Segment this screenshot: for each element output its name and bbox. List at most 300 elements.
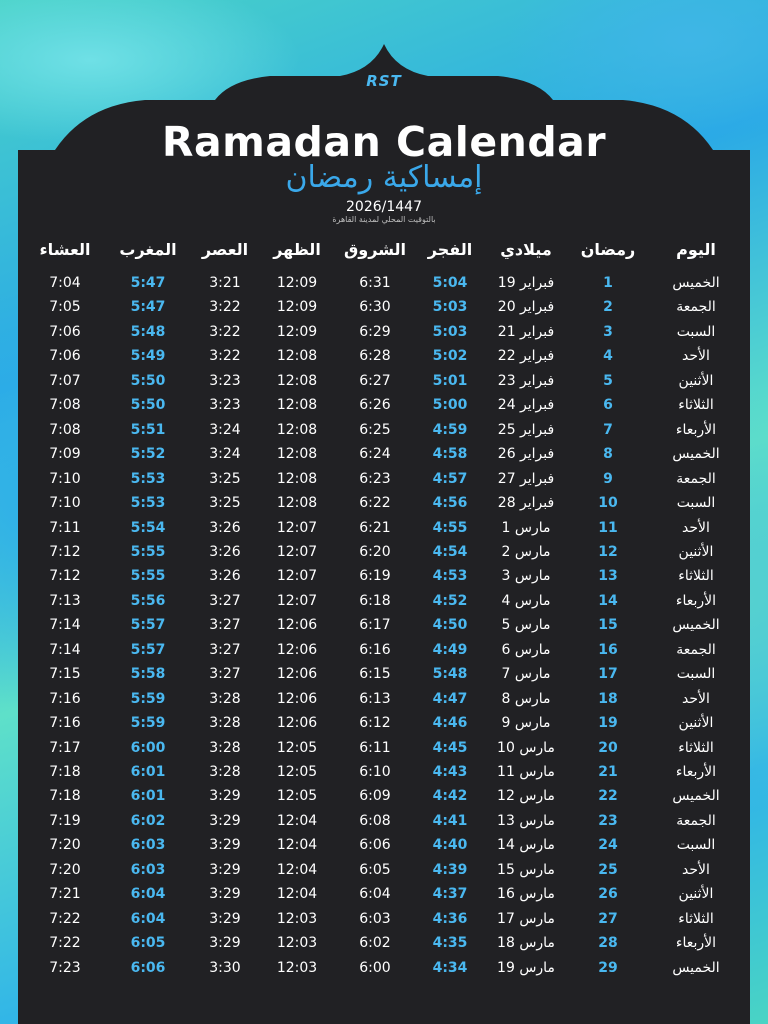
cell-dhuhr: 12:06: [276, 641, 318, 658]
table-row: [0, 589, 768, 613]
cell-isha: 7:09: [49, 446, 81, 463]
cell-dhuhr: 12:05: [276, 764, 318, 780]
cell-maghrib: 5:53: [130, 495, 166, 512]
cell-fajr: 4:49: [432, 641, 468, 658]
cell-isha: 7:12: [49, 543, 81, 560]
cell-ramadan-day: 24: [598, 837, 618, 854]
cell-gregorian-date: 9 مارس: [501, 715, 551, 732]
cell-asr: 3:28: [209, 764, 241, 780]
cell-sunrise: 6:03: [359, 910, 391, 927]
cell-day: الثلاثاء: [678, 568, 714, 585]
cell-isha: 7:21: [49, 886, 81, 903]
cell-gregorian-date: 18 مارس: [497, 935, 555, 952]
cell-day: السبت: [676, 666, 716, 683]
cell-maghrib: 6:02: [130, 812, 166, 829]
cell-dhuhr: 12:08: [276, 397, 318, 414]
cell-maghrib: 6:05: [130, 935, 166, 952]
cell-fajr: 4:55: [432, 519, 468, 536]
table-row: [0, 344, 768, 368]
cell-ramadan-day: 10: [598, 495, 618, 512]
cell-isha: 7:10: [49, 495, 81, 512]
cell-asr: 3:29: [209, 861, 241, 878]
cell-isha: 7:16: [49, 690, 81, 707]
cell-isha: 7:14: [49, 617, 81, 634]
cell-maghrib: 6:01: [130, 788, 166, 805]
cell-maghrib: 5:57: [130, 617, 166, 634]
cell-isha: 7:05: [49, 299, 81, 316]
cell-gregorian-date: 27 فبراير: [497, 470, 555, 487]
cell-isha: 7:06: [49, 348, 81, 365]
table-row: [0, 540, 768, 564]
cell-gregorian-date: 3 مارس: [501, 568, 551, 585]
cell-maghrib: 5:56: [130, 592, 166, 609]
table-row: [0, 442, 768, 466]
cell-asr: 3:28: [209, 690, 241, 707]
cell-dhuhr: 12:04: [276, 886, 318, 903]
cell-day: السبت: [676, 323, 716, 340]
cell-asr: 3:27: [209, 617, 241, 634]
cell-dhuhr: 12:09: [276, 323, 318, 340]
cell-fajr: 4:56: [432, 495, 468, 512]
cell-fajr: 5:04: [432, 275, 468, 291]
cell-isha: 7:17: [49, 739, 81, 756]
cell-gregorian-date: 21 فبراير: [497, 323, 555, 340]
cell-sunrise: 6:00: [359, 959, 391, 976]
cell-maghrib: 6:00: [130, 739, 166, 756]
cell-day: الثلاثاء: [678, 910, 714, 927]
table-row: [0, 711, 768, 735]
cell-fajr: 4:35: [432, 935, 468, 952]
cell-asr: 3:24: [209, 446, 241, 463]
table-row: [0, 516, 768, 540]
cell-dhuhr: 12:04: [276, 812, 318, 829]
cell-day: الخميس: [672, 275, 720, 291]
cell-maghrib: 5:47: [130, 275, 166, 291]
cell-day: السبت: [676, 837, 716, 854]
cell-sunrise: 6:05: [359, 861, 391, 878]
column-header-day: اليوم: [676, 240, 716, 259]
cell-dhuhr: 12:08: [276, 372, 318, 389]
cell-sunrise: 6:08: [359, 812, 391, 829]
cell-ramadan-day: 17: [598, 666, 618, 683]
cell-isha: 7:15: [49, 666, 81, 683]
cell-gregorian-date: 5 مارس: [501, 617, 551, 634]
cell-fajr: 4:47: [432, 690, 468, 707]
cell-isha: 7:23: [49, 959, 81, 976]
cell-asr: 3:27: [209, 641, 241, 658]
table-row: [0, 320, 768, 344]
cell-day: الأثنين: [678, 886, 714, 903]
cell-day: الأربعاء: [675, 421, 717, 438]
cell-maghrib: 5:55: [130, 543, 166, 560]
cell-dhuhr: 12:08: [276, 446, 318, 463]
cell-isha: 7:10: [49, 470, 81, 487]
cell-sunrise: 6:17: [359, 617, 391, 634]
cell-ramadan-day: 14: [598, 592, 618, 609]
cell-ramadan-day: 22: [598, 788, 618, 805]
cell-day: الأربعاء: [675, 935, 717, 952]
cell-sunrise: 6:16: [359, 641, 391, 658]
cell-ramadan-day: 27: [598, 910, 618, 927]
cell-gregorian-date: 11 مارس: [497, 764, 555, 780]
cell-day: الأثنين: [678, 715, 714, 732]
cell-maghrib: 5:59: [130, 715, 166, 732]
cell-gregorian-date: 2 مارس: [501, 543, 551, 560]
cell-sunrise: 6:19: [359, 568, 391, 585]
cell-asr: 3:30: [209, 959, 241, 976]
cell-gregorian-date: 10 مارس: [497, 739, 555, 756]
cell-fajr: 4:50: [432, 617, 468, 634]
cell-asr: 3:27: [209, 666, 241, 683]
year-label: 2026/1447: [346, 199, 422, 215]
column-header-fajr: الفجر: [427, 240, 473, 259]
cell-asr: 3:29: [209, 910, 241, 927]
cell-gregorian-date: 26 فبراير: [497, 446, 555, 463]
cell-fajr: 4:41: [432, 812, 468, 829]
cell-isha: 7:11: [49, 519, 81, 536]
cell-dhuhr: 12:08: [276, 495, 318, 512]
cell-gregorian-date: 6 مارس: [501, 641, 551, 658]
cell-gregorian-date: 7 مارس: [501, 666, 551, 683]
cell-fajr: 4:54: [432, 543, 468, 560]
cell-maghrib: 5:55: [130, 568, 166, 585]
table-row: [0, 638, 768, 662]
cell-ramadan-day: 21: [598, 764, 618, 780]
cell-sunrise: 6:30: [359, 299, 391, 316]
cell-ramadan-day: 23: [598, 812, 618, 829]
cell-day: الأحد: [682, 690, 710, 707]
cell-ramadan-day: 11: [598, 519, 618, 536]
table-row: [0, 809, 768, 833]
table-row: [0, 662, 768, 686]
cell-fajr: 5:48: [432, 666, 468, 683]
cell-day: الأحد: [682, 519, 710, 536]
cell-asr: 3:26: [209, 543, 241, 560]
cell-day: الخميس: [672, 788, 720, 805]
cell-sunrise: 6:13: [359, 690, 391, 707]
cell-asr: 3:29: [209, 886, 241, 903]
cell-fajr: 4:58: [432, 446, 468, 463]
cell-asr: 3:28: [209, 739, 241, 756]
cell-asr: 3:29: [209, 837, 241, 854]
cell-fajr: 5:01: [432, 372, 468, 389]
cell-asr: 3:27: [209, 592, 241, 609]
cell-ramadan-day: 18: [598, 690, 618, 707]
cell-maghrib: 5:52: [130, 446, 166, 463]
cell-sunrise: 6:09: [359, 788, 391, 805]
cell-ramadan-day: 2: [603, 299, 613, 316]
cell-ramadan-day: 13: [598, 568, 618, 585]
cell-isha: 7:19: [49, 812, 81, 829]
table-row: [0, 760, 768, 784]
cell-asr: 3:22: [209, 323, 241, 340]
cell-dhuhr: 12:07: [276, 568, 318, 585]
cell-dhuhr: 12:06: [276, 617, 318, 634]
cell-gregorian-date: 16 مارس: [497, 886, 555, 903]
cell-ramadan-day: 26: [598, 886, 618, 903]
column-header-gregorian-date: ميلادي: [500, 240, 552, 259]
table-row: [0, 418, 768, 442]
cell-dhuhr: 12:08: [276, 421, 318, 438]
cell-fajr: 4:59: [432, 421, 468, 438]
cell-sunrise: 6:02: [359, 935, 391, 952]
brand-logo: RST: [366, 72, 402, 90]
cell-sunrise: 6:12: [359, 715, 391, 732]
cell-ramadan-day: 6: [603, 397, 613, 414]
table-row: [0, 784, 768, 808]
cell-asr: 3:22: [209, 299, 241, 316]
cell-gregorian-date: 8 مارس: [501, 690, 551, 707]
cell-asr: 3:21: [209, 275, 241, 291]
cell-maghrib: 5:53: [130, 470, 166, 487]
cell-day: السبت: [676, 495, 716, 512]
cell-fajr: 5:03: [432, 299, 468, 316]
cell-isha: 7:18: [49, 764, 81, 780]
cell-fajr: 5:02: [432, 348, 468, 365]
cell-dhuhr: 12:03: [276, 935, 318, 952]
cell-sunrise: 6:23: [359, 470, 391, 487]
cell-fajr: 4:36: [432, 910, 468, 927]
cell-gregorian-date: 19 فبراير: [497, 275, 555, 291]
cell-sunrise: 6:31: [359, 275, 391, 291]
cell-maghrib: 5:50: [130, 372, 166, 389]
cell-ramadan-day: 12: [598, 543, 618, 560]
cell-asr: 3:26: [209, 568, 241, 585]
cell-isha: 7:20: [49, 861, 81, 878]
cell-day: الخميس: [672, 617, 720, 634]
cell-maghrib: 5:54: [130, 519, 166, 536]
table-row: [0, 833, 768, 857]
cell-dhuhr: 12:05: [276, 788, 318, 805]
cell-ramadan-day: 20: [598, 739, 618, 756]
cell-day: الجمعة: [676, 470, 716, 487]
cell-gregorian-date: 14 مارس: [497, 837, 555, 854]
cell-fajr: 4:43: [432, 764, 468, 780]
cell-sunrise: 6:25: [359, 421, 391, 438]
cell-fajr: 5:00: [432, 397, 468, 414]
cell-asr: 3:22: [209, 348, 241, 365]
table-row: [0, 467, 768, 491]
cell-ramadan-day: 25: [598, 861, 618, 878]
cell-dhuhr: 12:06: [276, 666, 318, 683]
cell-day: الثلاثاء: [678, 739, 714, 756]
cell-sunrise: 6:18: [359, 592, 391, 609]
cell-ramadan-day: 8: [603, 446, 613, 463]
cell-isha: 7:07: [49, 372, 81, 389]
cell-isha: 7:08: [49, 397, 81, 414]
cell-day: الأثنين: [678, 372, 714, 389]
cell-gregorian-date: 20 فبراير: [497, 299, 555, 316]
cell-day: الأربعاء: [675, 764, 717, 780]
cell-dhuhr: 12:08: [276, 348, 318, 365]
cell-fajr: 4:52: [432, 592, 468, 609]
cell-asr: 3:25: [209, 470, 241, 487]
cell-dhuhr: 12:07: [276, 543, 318, 560]
table-row: [0, 369, 768, 393]
cell-day: الثلاثاء: [678, 397, 714, 414]
cell-isha: 7:16: [49, 715, 81, 732]
cell-fajr: 4:37: [432, 886, 468, 903]
table-row: [0, 931, 768, 955]
cell-maghrib: 6:06: [130, 959, 166, 976]
cell-day: الخميس: [672, 959, 720, 976]
cell-maghrib: 5:59: [130, 690, 166, 707]
table-row: [0, 491, 768, 515]
cell-maghrib: 5:50: [130, 397, 166, 414]
cell-ramadan-day: 4: [603, 348, 613, 365]
cell-asr: 3:29: [209, 812, 241, 829]
cell-asr: 3:29: [209, 788, 241, 805]
cell-isha: 7:14: [49, 641, 81, 658]
cell-asr: 3:29: [209, 935, 241, 952]
cell-isha: 7:08: [49, 421, 81, 438]
cell-sunrise: 6:26: [359, 397, 391, 414]
column-header-isha: العشاء: [39, 240, 91, 259]
cell-gregorian-date: 1 مارس: [501, 519, 551, 536]
cell-dhuhr: 12:06: [276, 690, 318, 707]
cell-fajr: 4:34: [432, 959, 468, 976]
table-row: [0, 907, 768, 931]
column-header-sunrise: الشروق: [344, 240, 406, 259]
cell-asr: 3:23: [209, 372, 241, 389]
cell-dhuhr: 12:03: [276, 910, 318, 927]
cell-isha: 7:06: [49, 323, 81, 340]
cell-day: الجمعة: [676, 812, 716, 829]
cell-dhuhr: 12:08: [276, 470, 318, 487]
cell-ramadan-day: 29: [598, 959, 618, 976]
cell-asr: 3:26: [209, 519, 241, 536]
cell-fajr: 4:39: [432, 861, 468, 878]
cell-maghrib: 6:04: [130, 886, 166, 903]
subtitle: بالتوقيت المحلي لمدينة القاهرة: [332, 215, 436, 224]
cell-ramadan-day: 5: [603, 372, 613, 389]
column-header-maghrib: المغرب: [119, 240, 177, 259]
cell-sunrise: 6:20: [359, 543, 391, 560]
cell-day: الأحد: [682, 348, 710, 365]
cell-maghrib: 6:03: [130, 861, 166, 878]
table-row: [0, 687, 768, 711]
cell-isha: 7:18: [49, 788, 81, 805]
cell-isha: 7:12: [49, 568, 81, 585]
cell-dhuhr: 12:04: [276, 837, 318, 854]
cell-day: الأثنين: [678, 543, 714, 560]
cell-asr: 3:28: [209, 715, 241, 732]
cell-ramadan-day: 1: [603, 275, 613, 291]
cell-sunrise: 6:10: [359, 764, 391, 780]
cell-gregorian-date: 4 مارس: [501, 592, 551, 609]
cell-dhuhr: 12:09: [276, 299, 318, 316]
cell-ramadan-day: 7: [603, 421, 613, 438]
cell-day: الجمعة: [676, 299, 716, 316]
cell-gregorian-date: 28 فبراير: [497, 495, 555, 512]
cell-asr: 3:24: [209, 421, 241, 438]
cell-gregorian-date: 17 مارس: [497, 910, 555, 927]
cell-ramadan-day: 15: [598, 617, 618, 634]
table-row: [0, 295, 768, 319]
cell-maghrib: 5:51: [130, 421, 166, 438]
cell-day: الأربعاء: [675, 592, 717, 609]
cell-asr: 3:23: [209, 397, 241, 414]
cell-dhuhr: 12:05: [276, 739, 318, 756]
cell-isha: 7:13: [49, 592, 81, 609]
cell-fajr: 4:45: [432, 739, 468, 756]
cell-dhuhr: 12:04: [276, 861, 318, 878]
cell-gregorian-date: 22 فبراير: [497, 348, 555, 365]
cell-gregorian-date: 15 مارس: [497, 861, 555, 878]
cell-maghrib: 5:48: [130, 323, 166, 340]
cell-day: الجمعة: [676, 641, 716, 658]
table-row: [0, 564, 768, 588]
cell-sunrise: 6:29: [359, 323, 391, 340]
cell-sunrise: 6:15: [359, 666, 391, 683]
cell-dhuhr: 12:07: [276, 519, 318, 536]
cell-isha: 7:22: [49, 935, 81, 952]
cell-sunrise: 6:21: [359, 519, 391, 536]
table-row: [0, 271, 768, 295]
column-header-ramadan-day: رمضان: [580, 240, 636, 259]
cell-isha: 7:22: [49, 910, 81, 927]
page-title-arabic: إمساكية رمضان: [285, 160, 483, 195]
table-row: [0, 613, 768, 637]
cell-dhuhr: 12:03: [276, 959, 318, 976]
cell-maghrib: 5:49: [130, 348, 166, 365]
cell-sunrise: 6:11: [359, 739, 391, 756]
cell-sunrise: 6:28: [359, 348, 391, 365]
cell-fajr: 5:03: [432, 323, 468, 340]
cell-gregorian-date: 13 مارس: [497, 812, 555, 829]
cell-fajr: 4:46: [432, 715, 468, 732]
table-row: [0, 858, 768, 882]
cell-day: الأحد: [682, 861, 710, 878]
column-header-dhuhr: الظهر: [273, 240, 321, 259]
cell-sunrise: 6:27: [359, 372, 391, 389]
cell-maghrib: 5:57: [130, 641, 166, 658]
cell-maghrib: 6:04: [130, 910, 166, 927]
page-title: Ramadan Calendar: [161, 118, 607, 166]
table-row: [0, 882, 768, 906]
cell-fajr: 4:42: [432, 788, 468, 805]
cell-gregorian-date: 24 فبراير: [497, 397, 555, 414]
cell-fajr: 4:53: [432, 568, 468, 585]
cell-gregorian-date: 25 فبراير: [497, 421, 555, 438]
cell-sunrise: 6:24: [359, 446, 391, 463]
cell-ramadan-day: 3: [603, 323, 613, 340]
column-header-asr: العصر: [201, 240, 249, 259]
cell-sunrise: 6:06: [359, 837, 391, 854]
cell-fajr: 4:57: [432, 470, 468, 487]
cell-gregorian-date: 12 مارس: [497, 788, 555, 805]
cell-dhuhr: 12:09: [276, 275, 318, 291]
cell-maghrib: 5:58: [130, 666, 166, 683]
cell-asr: 3:25: [209, 495, 241, 512]
cell-ramadan-day: 9: [603, 470, 613, 487]
table-row: [0, 393, 768, 417]
cell-ramadan-day: 28: [598, 935, 618, 952]
table-row: [0, 956, 768, 980]
cell-sunrise: 6:22: [359, 495, 391, 512]
cell-maghrib: 6:01: [130, 764, 166, 780]
cell-ramadan-day: 16: [598, 641, 618, 658]
table-row: [0, 736, 768, 760]
cell-dhuhr: 12:06: [276, 715, 318, 732]
cell-sunrise: 6:04: [359, 886, 391, 903]
cell-fajr: 4:40: [432, 837, 468, 854]
cell-maghrib: 6:03: [130, 837, 166, 854]
cell-ramadan-day: 19: [598, 715, 618, 732]
cell-dhuhr: 12:07: [276, 592, 318, 609]
cell-gregorian-date: 19 مارس: [497, 959, 555, 976]
cell-day: الخميس: [672, 446, 720, 463]
